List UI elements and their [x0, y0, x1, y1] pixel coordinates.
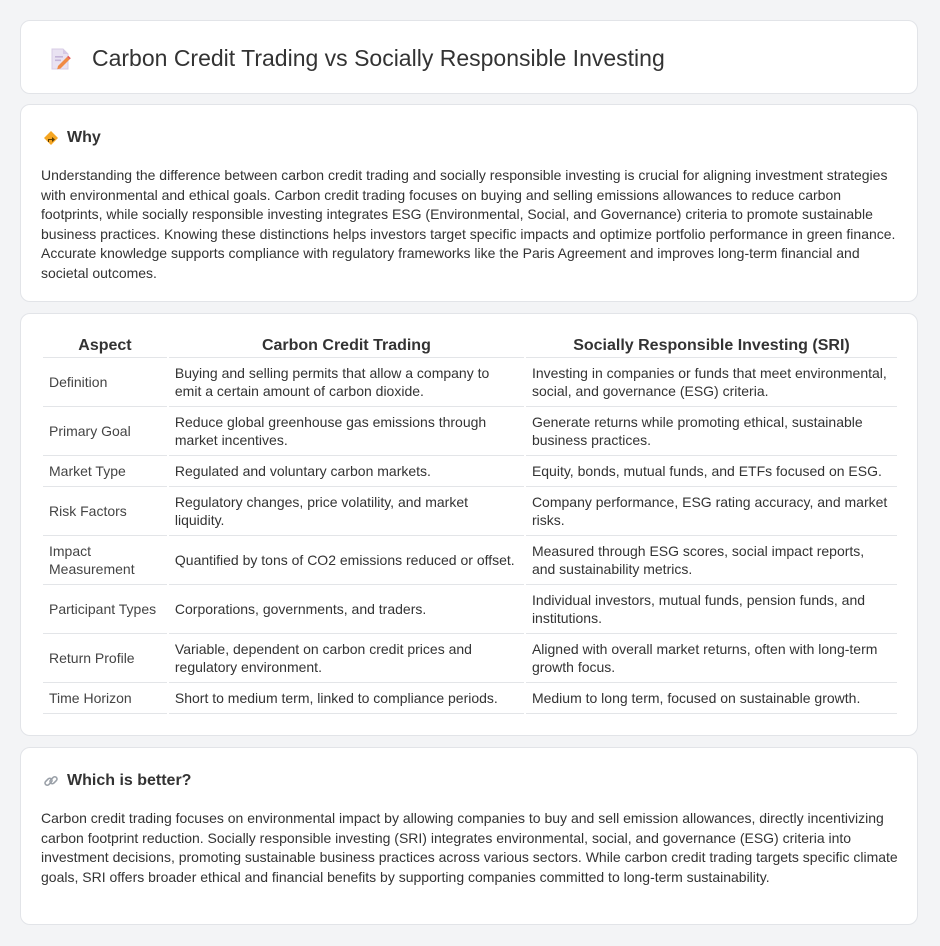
sri-cell: Equity, bonds, mutual funds, and ETFs focused on ESG.	[526, 456, 897, 487]
title-card	[20, 20, 918, 94]
row-aspect: Risk Factors	[43, 487, 167, 536]
table-row	[43, 358, 897, 407]
page-title: Carbon Credit Trading vs Socially Responsible Investing	[92, 45, 665, 71]
sri-cell: Aligned with overall market returns, often with long-term growth focus.	[526, 634, 897, 683]
row-aspect: Impact Measurement	[43, 536, 167, 585]
table-header-row	[43, 334, 897, 358]
carbon-credit-cell: Short to medium term, linked to compliance periods.	[169, 683, 524, 714]
table-row	[43, 487, 897, 536]
why-heading: Why	[67, 129, 101, 146]
better-text: Carbon credit trading focuses on environmental impact by allowing companies to buy and sell emission allowances, directly incentivizing carbon footprint reduction. Socially responsible investing (SRI) integrates environmental, social, and governance (ESG) criteria into investment decisions, promoting sustainable business practices across various sectors. While carbon credit trading targets specific climate goals, SRI offers broader ethical and financial benefits by supporting companies committed to long-term sustainability.	[41, 810, 898, 885]
carbon-credit-cell: Buying and selling permits that allow a company to emit a certain amount of carbon dioxide.	[169, 358, 524, 407]
sri-cell: Company performance, ESG rating accuracy, and market risks.	[526, 487, 897, 536]
better-heading-row	[43, 771, 191, 791]
sri-cell: Medium to long term, focused on sustainable growth.	[526, 683, 897, 714]
document-pencil-icon	[49, 47, 71, 71]
carbon-credit-cell: Quantified by tons of CO2 emissions reduced or offset.	[169, 536, 524, 585]
carbon-credit-cell: Variable, dependent on carbon credit prices and regulatory environment.	[169, 634, 524, 683]
row-aspect: Participant Types	[43, 585, 167, 634]
table-row	[43, 585, 897, 634]
sri-cell: Investing in companies or funds that meet environmental, social, and governance (ESG) criteria.	[526, 358, 897, 407]
column-header-carbon-credit: Carbon Credit Trading	[169, 334, 524, 358]
column-header-aspect: Aspect	[43, 334, 167, 358]
sri-cell: Generate returns while promoting ethical, sustainable business practices.	[526, 407, 897, 456]
why-section	[20, 104, 918, 302]
table-row	[43, 683, 897, 714]
row-aspect: Definition	[43, 358, 167, 407]
why-heading-row	[43, 128, 101, 148]
row-aspect: Primary Goal	[43, 407, 167, 456]
sri-cell: Individual investors, mutual funds, pension funds, and institutions.	[526, 585, 897, 634]
column-header-sri: Socially Responsible Investing (SRI)	[526, 334, 897, 358]
table-row	[43, 407, 897, 456]
row-aspect: Market Type	[43, 456, 167, 487]
better-heading: Which is better?	[67, 772, 192, 789]
row-aspect: Return Profile	[43, 634, 167, 683]
table-row	[43, 456, 897, 487]
why-text: Understanding the difference between carbon credit trading and socially responsible investing is crucial for aligning investment strategies with environmental and ethical goals. Carbon credit trading focuses on buying and selling emissions allowances to reduce carbon footprints, while socially responsible investing integrates ESG (Environmental, Social, and Governance) criteria to promote sustainable business practices. Knowing these distinctions helps investors target specific impacts and optimize portfolio performance in green finance. Accurate knowledge supports compliance with regulatory frameworks like the Paris Agreement and improves long-term financial and societal outcomes.	[41, 167, 896, 281]
which-is-better-section	[20, 747, 918, 925]
comparison-table	[41, 334, 899, 714]
carbon-credit-cell: Regulated and voluntary carbon markets.	[169, 456, 524, 487]
carbon-credit-cell: Reduce global greenhouse gas emissions through market incentives.	[169, 407, 524, 456]
diamond-direction-icon	[43, 130, 59, 146]
carbon-credit-cell: Regulatory changes, price volatility, and market liquidity.	[169, 487, 524, 536]
sri-cell: Measured through ESG scores, social impact reports, and sustainability metrics.	[526, 536, 897, 585]
link-icon	[43, 773, 59, 789]
row-aspect: Time Horizon	[43, 683, 167, 714]
table-row	[43, 536, 897, 585]
table-row	[43, 634, 897, 683]
carbon-credit-cell: Corporations, governments, and traders.	[169, 585, 524, 634]
comparison-section	[20, 313, 918, 736]
